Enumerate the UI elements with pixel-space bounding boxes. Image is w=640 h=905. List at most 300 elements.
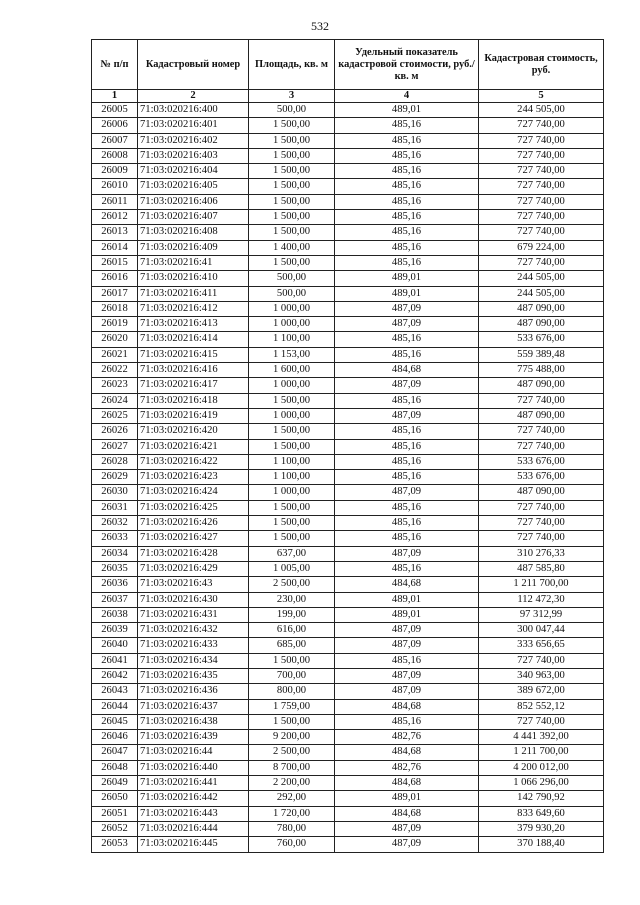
table-row: [92, 470, 604, 485]
cadastral-value-cell: 852 552,12: [479, 699, 604, 714]
row-number-cell: 26040: [92, 638, 138, 653]
table-row: [92, 439, 604, 454]
row-number-cell: 26010: [92, 179, 138, 194]
row-number-cell: 26049: [92, 776, 138, 791]
row-number-cell: 26050: [92, 791, 138, 806]
cadastral-number-cell: 71:03:020216:406: [138, 194, 249, 209]
row-number-cell: 26035: [92, 561, 138, 576]
area-cell: 1 153,00: [249, 347, 335, 362]
row-number-cell: 26016: [92, 271, 138, 286]
cadastral-value-cell: 727 740,00: [479, 516, 604, 531]
table-row: [92, 103, 604, 118]
column-number: 5: [479, 90, 604, 103]
row-number-cell: 26017: [92, 286, 138, 301]
unit-rate-cell: 485,16: [335, 424, 479, 439]
table-row: [92, 699, 604, 714]
row-number-cell: 26027: [92, 439, 138, 454]
row-number-cell: 26014: [92, 240, 138, 255]
cadastral-number-cell: 71:03:020216:441: [138, 776, 249, 791]
area-cell: 1 100,00: [249, 332, 335, 347]
unit-rate-cell: 485,16: [335, 454, 479, 469]
unit-rate-cell: 487,09: [335, 301, 479, 316]
cadastral-value-cell: 727 740,00: [479, 164, 604, 179]
table-row: [92, 745, 604, 760]
table-row: [92, 424, 604, 439]
cadastral-value-cell: 559 389,48: [479, 347, 604, 362]
area-cell: 1 600,00: [249, 363, 335, 378]
header-unit-rate: Удельный показатель кадастровой стоимости, руб./кв. м: [335, 40, 479, 90]
row-number-cell: 26038: [92, 607, 138, 622]
row-number-cell: 26022: [92, 363, 138, 378]
row-number-cell: 26046: [92, 730, 138, 745]
table-row: [92, 500, 604, 515]
unit-rate-cell: 487,09: [335, 821, 479, 836]
unit-rate-cell: 487,09: [335, 623, 479, 638]
header-cadastral-value: Кадастровая стоимость, руб.: [479, 40, 604, 90]
table-row: [92, 347, 604, 362]
cadastral-number-cell: 71:03:020216:419: [138, 408, 249, 423]
cadastral-number-cell: 71:03:020216:413: [138, 317, 249, 332]
table-row: [92, 240, 604, 255]
area-cell: 780,00: [249, 821, 335, 836]
area-cell: 1 500,00: [249, 393, 335, 408]
area-cell: 1 005,00: [249, 561, 335, 576]
table-row: [92, 210, 604, 225]
unit-rate-cell: 487,09: [335, 546, 479, 561]
table-row: [92, 577, 604, 592]
cadastral-number-cell: 71:03:020216:426: [138, 516, 249, 531]
table-body: [92, 103, 604, 853]
unit-rate-cell: 484,68: [335, 699, 479, 714]
cadastral-value-cell: 727 740,00: [479, 653, 604, 668]
area-cell: 9 200,00: [249, 730, 335, 745]
row-number-cell: 26018: [92, 301, 138, 316]
area-cell: 1 000,00: [249, 485, 335, 500]
area-cell: 1 000,00: [249, 301, 335, 316]
cadastral-value-cell: 1 211 700,00: [479, 745, 604, 760]
table-row: [92, 776, 604, 791]
unit-rate-cell: 487,09: [335, 408, 479, 423]
unit-rate-cell: 485,16: [335, 240, 479, 255]
cadastral-value-cell: 244 505,00: [479, 103, 604, 118]
row-number-cell: 26026: [92, 424, 138, 439]
cadastral-value-cell: 533 676,00: [479, 470, 604, 485]
area-cell: 1 500,00: [249, 148, 335, 163]
cadastral-value-cell: 487 090,00: [479, 378, 604, 393]
cadastral-number-cell: 71:03:020216:439: [138, 730, 249, 745]
unit-rate-cell: 485,16: [335, 225, 479, 240]
cadastral-number-cell: 71:03:020216:404: [138, 164, 249, 179]
table-row: [92, 730, 604, 745]
cadastral-value-cell: 679 224,00: [479, 240, 604, 255]
area-cell: 1 500,00: [249, 439, 335, 454]
row-number-cell: 26019: [92, 317, 138, 332]
area-cell: 1 000,00: [249, 378, 335, 393]
unit-rate-cell: 485,16: [335, 393, 479, 408]
cadastral-value-cell: 244 505,00: [479, 286, 604, 301]
cadastral-value-cell: 727 740,00: [479, 255, 604, 270]
cadastral-number-cell: 71:03:020216:445: [138, 837, 249, 852]
cadastral-value-cell: 727 740,00: [479, 500, 604, 515]
row-number-cell: 26039: [92, 623, 138, 638]
cadastral-number-cell: 71:03:020216:421: [138, 439, 249, 454]
cadastral-value-cell: 389 672,00: [479, 684, 604, 699]
area-cell: 1 500,00: [249, 225, 335, 240]
unit-rate-cell: 484,68: [335, 745, 479, 760]
area-cell: 616,00: [249, 623, 335, 638]
cadastral-value-cell: 4 441 392,00: [479, 730, 604, 745]
row-number-cell: 26011: [92, 194, 138, 209]
cadastral-value-cell: 487 090,00: [479, 408, 604, 423]
unit-rate-cell: 487,09: [335, 638, 479, 653]
unit-rate-cell: 485,16: [335, 561, 479, 576]
cadastral-number-cell: 71:03:020216:432: [138, 623, 249, 638]
area-cell: 1 500,00: [249, 255, 335, 270]
row-number-cell: 26020: [92, 332, 138, 347]
area-cell: 1 500,00: [249, 210, 335, 225]
cadastral-value-table: [91, 39, 604, 853]
table-row: [92, 148, 604, 163]
table-row: [92, 164, 604, 179]
area-cell: 1 500,00: [249, 194, 335, 209]
unit-rate-cell: 489,01: [335, 271, 479, 286]
cadastral-number-cell: 71:03:020216:403: [138, 148, 249, 163]
cadastral-value-cell: 727 740,00: [479, 439, 604, 454]
cadastral-value-cell: 97 312,99: [479, 607, 604, 622]
row-number-cell: 26032: [92, 516, 138, 531]
cadastral-number-cell: 71:03:020216:405: [138, 179, 249, 194]
cadastral-number-cell: 71:03:020216:407: [138, 210, 249, 225]
table-row: [92, 806, 604, 821]
cadastral-number-cell: 71:03:020216:401: [138, 118, 249, 133]
table-row: [92, 408, 604, 423]
area-cell: 1 500,00: [249, 179, 335, 194]
area-cell: 1 000,00: [249, 317, 335, 332]
unit-rate-cell: 484,68: [335, 577, 479, 592]
row-number-cell: 26051: [92, 806, 138, 821]
unit-rate-cell: 487,09: [335, 485, 479, 500]
row-number-cell: 26028: [92, 454, 138, 469]
cadastral-value-cell: 727 740,00: [479, 133, 604, 148]
unit-rate-cell: 487,09: [335, 668, 479, 683]
unit-rate-cell: 485,16: [335, 516, 479, 531]
area-cell: 1 500,00: [249, 133, 335, 148]
cadastral-number-cell: 71:03:020216:414: [138, 332, 249, 347]
cadastral-value-cell: 300 047,44: [479, 623, 604, 638]
table-row: [92, 225, 604, 240]
row-number-cell: 26034: [92, 546, 138, 561]
area-cell: 500,00: [249, 271, 335, 286]
row-number-cell: 26005: [92, 103, 138, 118]
cadastral-number-cell: 71:03:020216:435: [138, 668, 249, 683]
area-cell: 1 400,00: [249, 240, 335, 255]
unit-rate-cell: 489,01: [335, 607, 479, 622]
cadastral-number-cell: 71:03:020216:411: [138, 286, 249, 301]
unit-rate-cell: 485,16: [335, 332, 479, 347]
unit-rate-cell: 482,76: [335, 760, 479, 775]
unit-rate-cell: 489,01: [335, 103, 479, 118]
row-number-cell: 26013: [92, 225, 138, 240]
cadastral-number-cell: 71:03:020216:415: [138, 347, 249, 362]
row-number-cell: 26006: [92, 118, 138, 133]
area-cell: 637,00: [249, 546, 335, 561]
cadastral-value-cell: 142 790,92: [479, 791, 604, 806]
table-row: [92, 638, 604, 653]
cadastral-number-cell: 71:03:020216:422: [138, 454, 249, 469]
row-number-cell: 26036: [92, 577, 138, 592]
row-number-cell: 26025: [92, 408, 138, 423]
row-number-cell: 26024: [92, 393, 138, 408]
cadastral-value-cell: 1 211 700,00: [479, 577, 604, 592]
cadastral-number-cell: 71:03:020216:440: [138, 760, 249, 775]
cadastral-number-cell: 71:03:020216:418: [138, 393, 249, 408]
table-row: [92, 393, 604, 408]
column-number: 4: [335, 90, 479, 103]
table-row: [92, 516, 604, 531]
table-row: [92, 118, 604, 133]
table-row: [92, 363, 604, 378]
row-number-cell: 26029: [92, 470, 138, 485]
column-number: 3: [249, 90, 335, 103]
unit-rate-cell: 485,16: [335, 347, 479, 362]
column-number: 2: [138, 90, 249, 103]
area-cell: 1 500,00: [249, 424, 335, 439]
table-row: [92, 378, 604, 393]
unit-rate-cell: 485,16: [335, 133, 479, 148]
unit-rate-cell: 485,16: [335, 118, 479, 133]
header-area: Площадь, кв. м: [249, 40, 335, 90]
cadastral-value-cell: 4 200 012,00: [479, 760, 604, 775]
unit-rate-cell: 485,16: [335, 179, 479, 194]
cadastral-number-cell: 71:03:020216:444: [138, 821, 249, 836]
table-row: [92, 317, 604, 332]
row-number-cell: 26044: [92, 699, 138, 714]
cadastral-number-cell: 71:03:020216:412: [138, 301, 249, 316]
cadastral-number-cell: 71:03:020216:428: [138, 546, 249, 561]
header-row: [92, 40, 604, 90]
area-cell: 230,00: [249, 592, 335, 607]
table-row: [92, 684, 604, 699]
unit-rate-cell: 487,09: [335, 378, 479, 393]
cadastral-number-cell: 71:03:020216:425: [138, 500, 249, 515]
table-row: [92, 623, 604, 638]
cadastral-number-cell: 71:03:020216:427: [138, 531, 249, 546]
table-row: [92, 821, 604, 836]
unit-rate-cell: 484,68: [335, 776, 479, 791]
row-number-cell: 26007: [92, 133, 138, 148]
unit-rate-cell: 482,76: [335, 730, 479, 745]
cadastral-number-cell: 71:03:020216:420: [138, 424, 249, 439]
row-number-cell: 26042: [92, 668, 138, 683]
row-number-cell: 26047: [92, 745, 138, 760]
cadastral-number-cell: 71:03:020216:429: [138, 561, 249, 576]
row-number-cell: 26008: [92, 148, 138, 163]
cadastral-value-cell: 333 656,65: [479, 638, 604, 653]
cadastral-number-cell: 71:03:020216:433: [138, 638, 249, 653]
area-cell: 1 720,00: [249, 806, 335, 821]
area-cell: 199,00: [249, 607, 335, 622]
cadastral-value-cell: 487 090,00: [479, 301, 604, 316]
unit-rate-cell: 487,09: [335, 684, 479, 699]
area-cell: 1 000,00: [249, 408, 335, 423]
table-row: [92, 837, 604, 852]
unit-rate-cell: 485,16: [335, 255, 479, 270]
table-row: [92, 531, 604, 546]
cadastral-value-cell: 310 276,33: [479, 546, 604, 561]
row-number-cell: 26015: [92, 255, 138, 270]
table-row: [92, 332, 604, 347]
cadastral-value-cell: 370 188,40: [479, 837, 604, 852]
cadastral-value-cell: 533 676,00: [479, 332, 604, 347]
table-row: [92, 255, 604, 270]
row-number-cell: 26023: [92, 378, 138, 393]
row-number-cell: 26030: [92, 485, 138, 500]
unit-rate-cell: 485,16: [335, 210, 479, 225]
cadastral-value-cell: 727 740,00: [479, 210, 604, 225]
area-cell: 1 500,00: [249, 118, 335, 133]
cadastral-value-cell: 727 740,00: [479, 194, 604, 209]
cadastral-value-cell: 340 963,00: [479, 668, 604, 683]
unit-rate-cell: 485,16: [335, 470, 479, 485]
row-number-cell: 26053: [92, 837, 138, 852]
row-number-cell: 26048: [92, 760, 138, 775]
area-cell: 500,00: [249, 286, 335, 301]
cadastral-number-cell: 71:03:020216:437: [138, 699, 249, 714]
unit-rate-cell: 487,09: [335, 317, 479, 332]
cadastral-number-cell: 71:03:020216:400: [138, 103, 249, 118]
area-cell: 800,00: [249, 684, 335, 699]
area-cell: 500,00: [249, 103, 335, 118]
table-row: [92, 179, 604, 194]
area-cell: 1 759,00: [249, 699, 335, 714]
cadastral-number-cell: 71:03:020216:416: [138, 363, 249, 378]
table-row: [92, 301, 604, 316]
row-number-cell: 26009: [92, 164, 138, 179]
table-row: [92, 133, 604, 148]
unit-rate-cell: 485,16: [335, 194, 479, 209]
row-number-cell: 26043: [92, 684, 138, 699]
table-row: [92, 714, 604, 729]
area-cell: 760,00: [249, 837, 335, 852]
cadastral-value-cell: 775 488,00: [479, 363, 604, 378]
unit-rate-cell: 485,16: [335, 531, 479, 546]
unit-rate-cell: 489,01: [335, 791, 479, 806]
area-cell: 685,00: [249, 638, 335, 653]
cadastral-value-cell: 727 740,00: [479, 118, 604, 133]
cadastral-number-cell: 71:03:020216:408: [138, 225, 249, 240]
area-cell: 2 500,00: [249, 745, 335, 760]
area-cell: 1 500,00: [249, 164, 335, 179]
row-number-cell: 26037: [92, 592, 138, 607]
cadastral-number-cell: 71:03:020216:424: [138, 485, 249, 500]
row-number-cell: 26031: [92, 500, 138, 515]
cadastral-number-cell: 71:03:020216:417: [138, 378, 249, 393]
table-row: [92, 271, 604, 286]
unit-rate-cell: 484,68: [335, 806, 479, 821]
row-number-cell: 26052: [92, 821, 138, 836]
table-row: [92, 194, 604, 209]
table-row: [92, 668, 604, 683]
unit-rate-cell: 485,16: [335, 714, 479, 729]
table-row: [92, 760, 604, 775]
area-cell: 700,00: [249, 668, 335, 683]
cadastral-value-cell: 727 740,00: [479, 531, 604, 546]
page-number: 532: [311, 19, 329, 33]
area-cell: 1 100,00: [249, 470, 335, 485]
header-cadastral-number: Кадастровый номер: [138, 40, 249, 90]
table-row: [92, 546, 604, 561]
cadastral-value-cell: 379 930,20: [479, 821, 604, 836]
unit-rate-cell: 487,09: [335, 837, 479, 852]
column-number: 1: [92, 90, 138, 103]
cadastral-number-cell: 71:03:020216:44: [138, 745, 249, 760]
row-number-cell: 26045: [92, 714, 138, 729]
cadastral-number-cell: 71:03:020216:410: [138, 271, 249, 286]
row-number-cell: 26012: [92, 210, 138, 225]
area-cell: 1 500,00: [249, 653, 335, 668]
unit-rate-cell: 484,68: [335, 363, 479, 378]
area-cell: 2 200,00: [249, 776, 335, 791]
unit-rate-cell: 489,01: [335, 592, 479, 607]
cadastral-number-cell: 71:03:020216:438: [138, 714, 249, 729]
table-row: [92, 454, 604, 469]
area-cell: 1 500,00: [249, 714, 335, 729]
cadastral-number-cell: 71:03:020216:409: [138, 240, 249, 255]
cadastral-number-cell: 71:03:020216:434: [138, 653, 249, 668]
cadastral-value-cell: 833 649,60: [479, 806, 604, 821]
unit-rate-cell: 485,16: [335, 439, 479, 454]
cadastral-value-cell: 727 740,00: [479, 225, 604, 240]
area-cell: 1 500,00: [249, 531, 335, 546]
cadastral-number-cell: 71:03:020216:442: [138, 791, 249, 806]
cadastral-number-cell: 71:03:020216:436: [138, 684, 249, 699]
table-row: [92, 653, 604, 668]
cadastral-value-cell: 727 740,00: [479, 148, 604, 163]
row-number-cell: 26021: [92, 347, 138, 362]
table-row: [92, 607, 604, 622]
area-cell: 8 700,00: [249, 760, 335, 775]
cadastral-number-cell: 71:03:020216:423: [138, 470, 249, 485]
cadastral-number-cell: 71:03:020216:430: [138, 592, 249, 607]
cadastral-value-cell: 487 090,00: [479, 485, 604, 500]
cadastral-value-cell: 112 472,30: [479, 592, 604, 607]
cadastral-value-cell: 1 066 296,00: [479, 776, 604, 791]
table-row: [92, 286, 604, 301]
cadastral-number-cell: 71:03:020216:431: [138, 607, 249, 622]
cadastral-value-cell: 727 740,00: [479, 714, 604, 729]
table-row: [92, 485, 604, 500]
cadastral-value-cell: 727 740,00: [479, 179, 604, 194]
cadastral-number-cell: 71:03:020216:43: [138, 577, 249, 592]
cadastral-value-cell: 727 740,00: [479, 393, 604, 408]
area-cell: 1 500,00: [249, 500, 335, 515]
cadastral-value-cell: 487 585,80: [479, 561, 604, 576]
table-row: [92, 561, 604, 576]
area-cell: 292,00: [249, 791, 335, 806]
area-cell: 1 500,00: [249, 516, 335, 531]
cadastral-value-cell: 727 740,00: [479, 424, 604, 439]
header-row-number: № п/п: [92, 40, 138, 90]
cadastral-number-cell: 71:03:020216:443: [138, 806, 249, 821]
cadastral-number-cell: 71:03:020216:402: [138, 133, 249, 148]
table-row: [92, 592, 604, 607]
area-cell: 1 100,00: [249, 454, 335, 469]
cadastral-number-cell: 71:03:020216:41: [138, 255, 249, 270]
unit-rate-cell: 485,16: [335, 500, 479, 515]
cadastral-value-cell: 244 505,00: [479, 271, 604, 286]
unit-rate-cell: 485,16: [335, 653, 479, 668]
column-number-row: [92, 90, 604, 103]
